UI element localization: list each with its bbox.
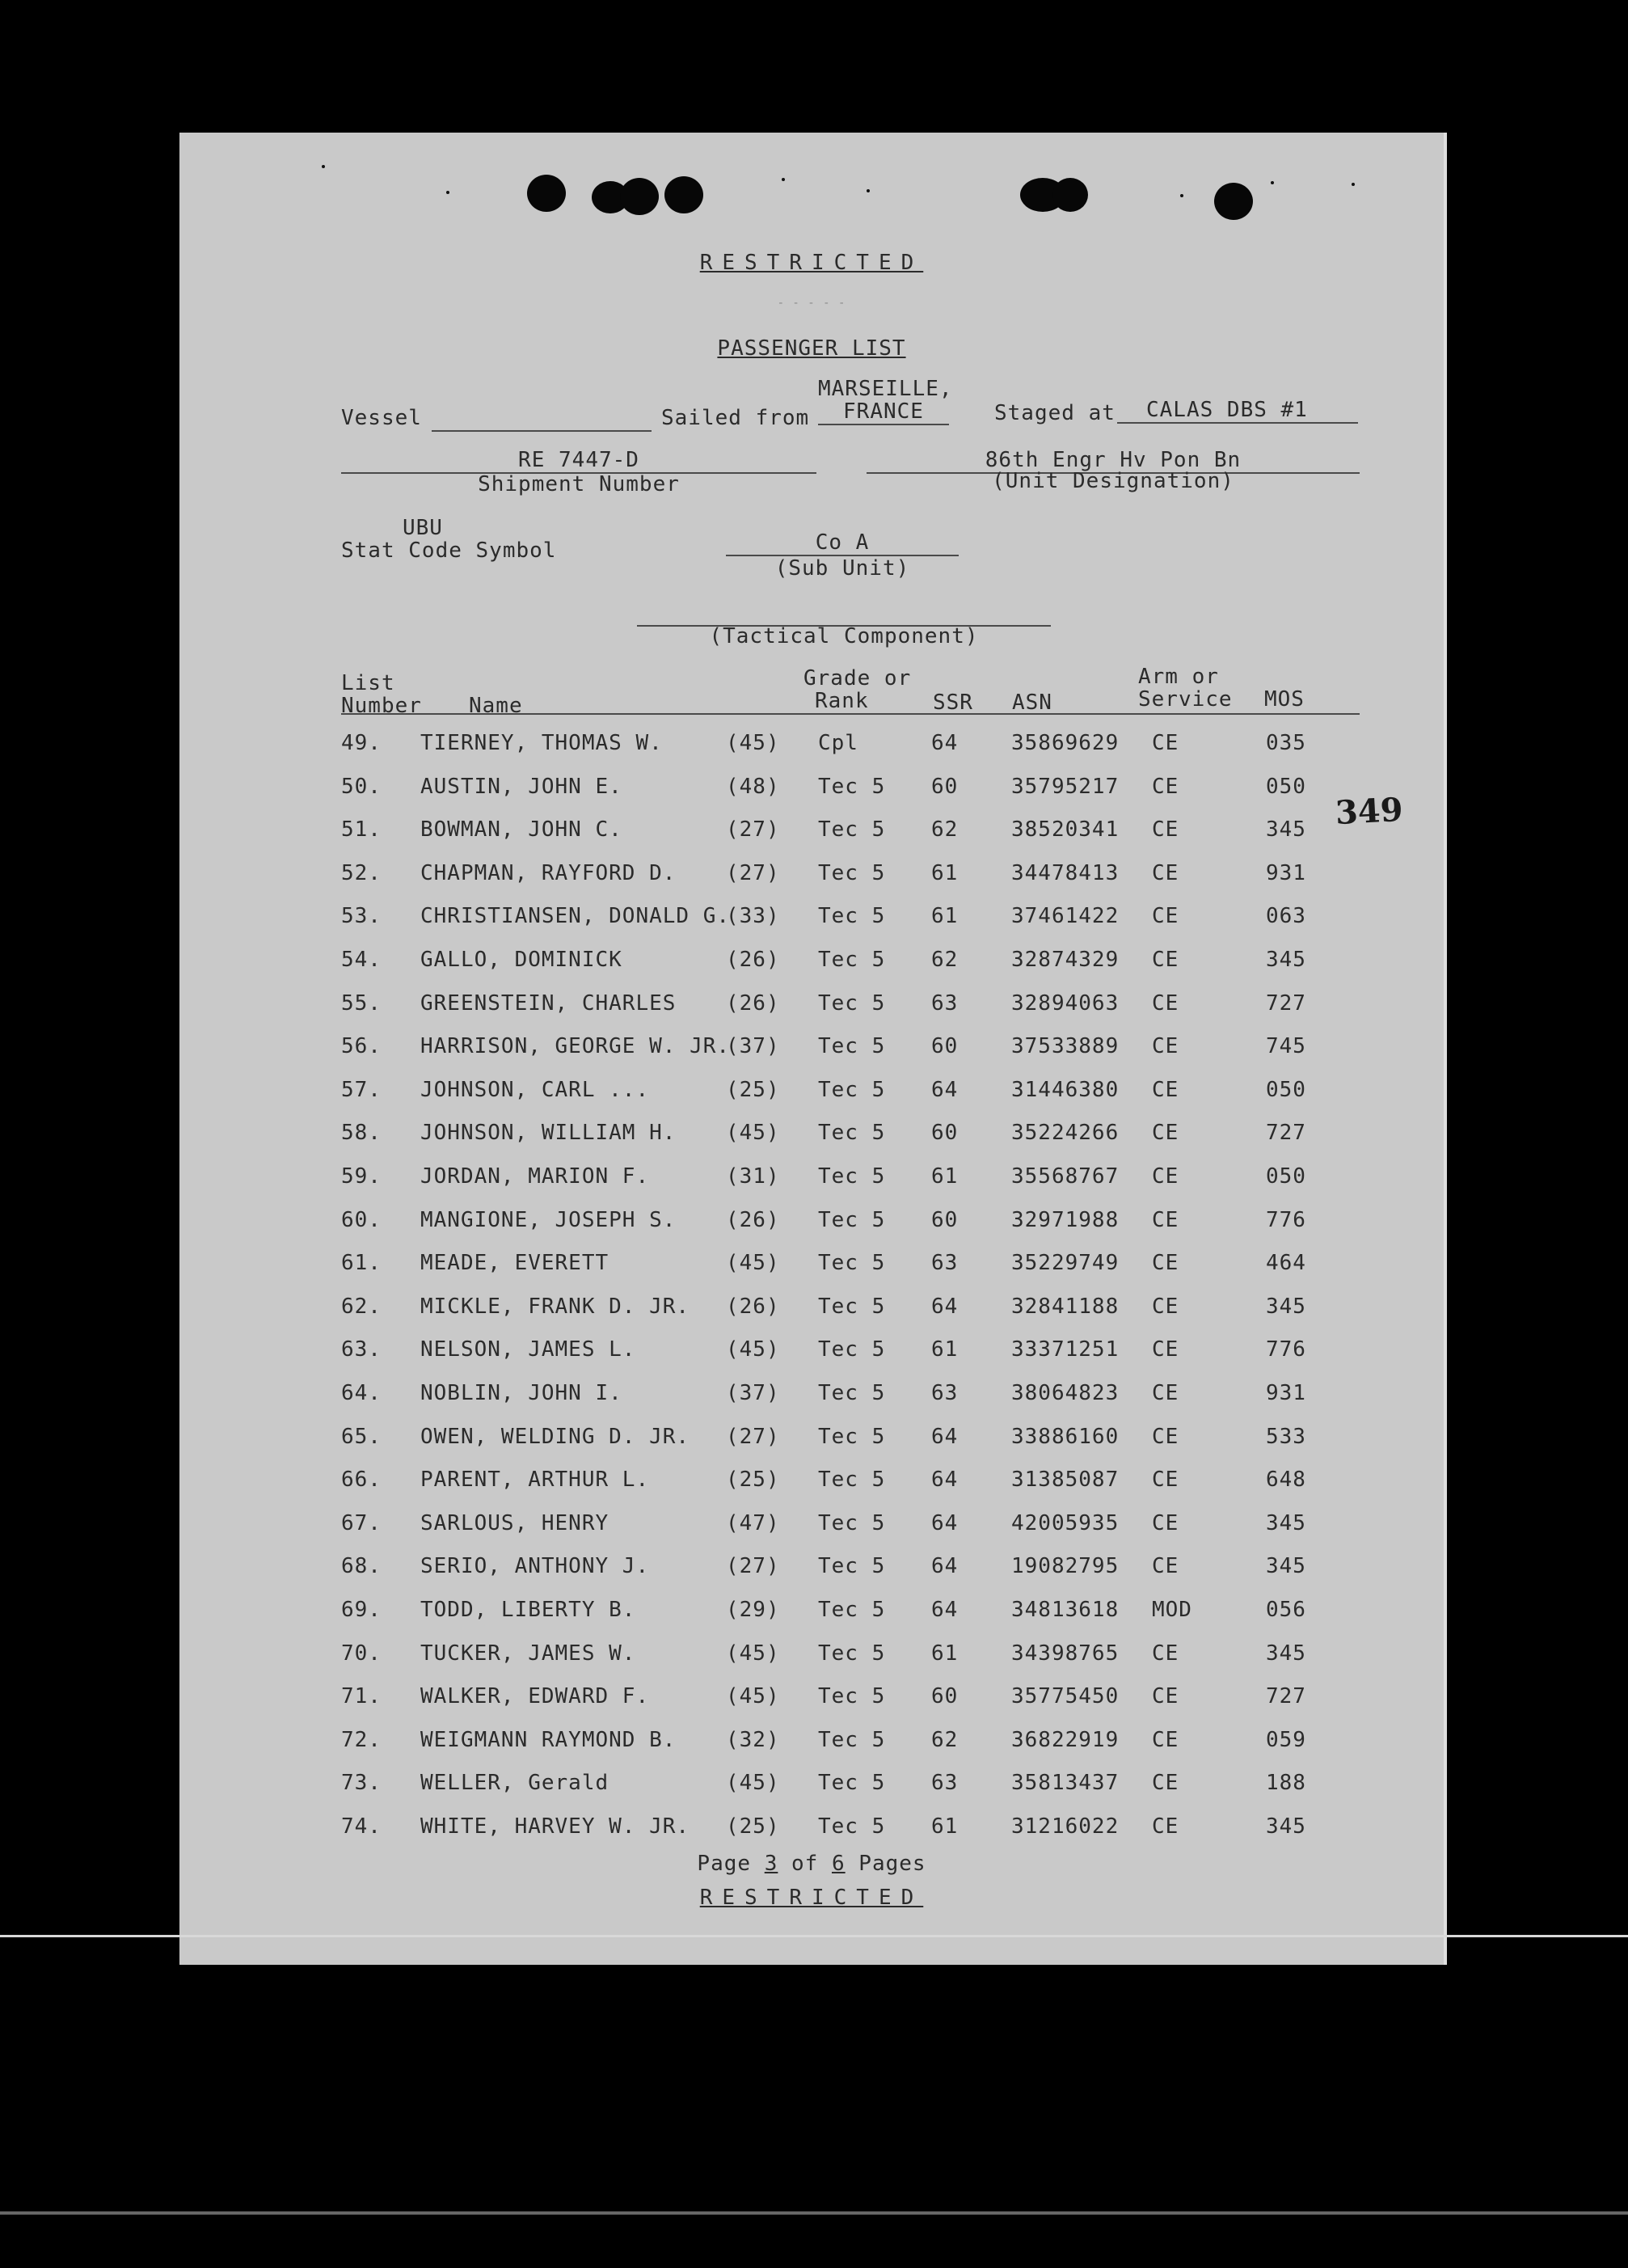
cell-arm: CE [1152, 731, 1179, 755]
cell-name: WEIGMANN RAYMOND B. [420, 1727, 677, 1752]
cell-ssr: 61 [931, 1641, 959, 1666]
cell-num: 63. [341, 1337, 382, 1362]
cell-asn: 36822919 [1011, 1727, 1120, 1752]
punch-hole [527, 175, 566, 212]
cell-mos: 464 [1266, 1251, 1306, 1276]
sub-unit: Co A [726, 530, 959, 556]
cell-mos: 345 [1266, 948, 1306, 972]
speck [1271, 181, 1274, 184]
cell-ssr: 64 [931, 731, 959, 755]
table-row [179, 775, 1444, 807]
cell-mos: 050 [1266, 1077, 1306, 1102]
cell-mos: 776 [1266, 1337, 1306, 1362]
col-grade-1: Grade or [803, 666, 912, 691]
cell-grade: Tec 5 [818, 817, 886, 843]
faint-line: - - - - - [777, 297, 846, 310]
col-grade-2: Rank [815, 689, 869, 713]
cell-mos: 345 [1266, 1294, 1306, 1319]
cell-num: 60. [341, 1207, 382, 1232]
table-row [179, 1554, 1444, 1586]
cell-arm: MOD [1152, 1598, 1192, 1622]
speck [322, 165, 325, 168]
restricted-header: RESTRICTED [699, 251, 924, 275]
cell-arm: CE [1152, 904, 1179, 929]
cell-grade: Tec 5 [818, 1121, 886, 1146]
cell-age: (25) [726, 1814, 780, 1839]
cell-mos: 776 [1266, 1207, 1306, 1232]
cell-ssr: 63 [931, 1251, 959, 1276]
cell-age: (26) [726, 948, 780, 972]
cell-arm: CE [1152, 1121, 1179, 1146]
cell-name: WHITE, HARVEY W. JR. [420, 1814, 690, 1839]
cell-arm: CE [1152, 948, 1179, 972]
table-row [179, 1598, 1444, 1630]
cell-num: 55. [341, 990, 382, 1016]
cell-mos: 727 [1266, 990, 1306, 1016]
table-row [179, 904, 1444, 936]
table-row [179, 1121, 1444, 1153]
cell-ssr: 61 [931, 860, 959, 885]
cell-asn: 32874329 [1011, 948, 1120, 972]
cell-ssr: 64 [931, 1077, 959, 1102]
stat-code-label: Stat Code Symbol [341, 538, 557, 563]
cell-age: (26) [726, 990, 780, 1016]
cell-age: (33) [726, 904, 780, 929]
cell-grade: Tec 5 [818, 1077, 886, 1102]
table-row [179, 1814, 1444, 1847]
speck [446, 191, 449, 194]
cell-num: 65. [341, 1424, 382, 1449]
staged-at-value: CALAS DBS #1 [1117, 398, 1358, 424]
cell-arm: CE [1152, 1684, 1179, 1709]
punch-hole [664, 176, 703, 213]
table-row [179, 1425, 1444, 1457]
table-row [179, 1208, 1444, 1240]
cell-age: (27) [726, 1424, 780, 1449]
cell-arm: CE [1152, 1251, 1179, 1276]
cell-ssr: 61 [931, 1164, 959, 1189]
cell-ssr: 63 [931, 1381, 959, 1405]
table-row [179, 1034, 1444, 1066]
cell-grade: Tec 5 [818, 1294, 886, 1319]
sailed-from-label: Sailed from [661, 406, 810, 430]
cell-grade: Tec 5 [818, 1684, 886, 1709]
cell-num: 69. [341, 1598, 382, 1622]
cell-grade: Tec 5 [818, 1641, 886, 1666]
shipment-number-label: Shipment Number [478, 472, 680, 496]
cell-asn: 38520341 [1011, 817, 1120, 843]
cell-num: 72. [341, 1727, 382, 1752]
cell-num: 50. [341, 774, 382, 799]
cell-grade: Tec 5 [818, 1510, 886, 1535]
cell-arm: CE [1152, 990, 1179, 1016]
table-row [179, 1728, 1444, 1760]
cell-age: (45) [726, 1337, 780, 1362]
cell-name: BOWMAN, JOHN C. [420, 817, 622, 843]
cell-age: (25) [726, 1077, 780, 1102]
scan-edge-line [0, 1935, 1628, 1937]
cell-grade: Tec 5 [818, 1598, 886, 1622]
cell-grade: Tec 5 [818, 1381, 886, 1405]
cell-grade: Tec 5 [818, 1554, 886, 1579]
cell-age: (45) [726, 1641, 780, 1666]
cell-num: 62. [341, 1294, 382, 1319]
tactical-component-label: (Tactical Component) [709, 624, 979, 648]
cell-name: SERIO, ANTHONY J. [420, 1554, 650, 1579]
staged-at-label: Staged at [994, 401, 1116, 425]
col-list-number-1: List [341, 671, 395, 695]
cell-arm: CE [1152, 1510, 1179, 1535]
page-of: of [791, 1852, 819, 1876]
cell-age: (45) [726, 1121, 780, 1146]
cell-mos: 648 [1266, 1468, 1306, 1493]
punch-hole [1214, 183, 1253, 220]
cell-ssr: 64 [931, 1294, 959, 1319]
cell-num: 52. [341, 860, 382, 885]
cell-grade: Tec 5 [818, 1424, 886, 1449]
table-row [179, 1078, 1444, 1110]
cell-asn: 34478413 [1011, 860, 1120, 885]
cell-grade: Tec 5 [818, 904, 886, 929]
sailed-from-line2: FRANCE [818, 399, 949, 425]
table-row [179, 817, 1444, 850]
cell-age: (37) [726, 1034, 780, 1059]
col-asn: ASN [1012, 691, 1052, 715]
cell-asn: 34398765 [1011, 1641, 1120, 1666]
cell-ssr: 64 [931, 1468, 959, 1493]
cell-mos: 059 [1266, 1727, 1306, 1752]
cell-name: MICKLE, FRANK D. JR. [420, 1294, 690, 1319]
col-arm-1: Arm or [1138, 665, 1219, 689]
cell-num: 53. [341, 904, 382, 929]
page-indicator [179, 1852, 1444, 1876]
speck [782, 178, 785, 181]
cell-mos: 727 [1266, 1684, 1306, 1709]
cell-arm: CE [1152, 817, 1179, 843]
cell-name: OWEN, WELDING D. JR. [420, 1424, 690, 1449]
cell-grade: Tec 5 [818, 1814, 886, 1839]
cell-num: 54. [341, 948, 382, 972]
cell-ssr: 60 [931, 774, 959, 799]
cell-name: GREENSTEIN, CHARLES [420, 990, 677, 1016]
cell-name: CHRISTIANSEN, DONALD G. [420, 904, 731, 929]
cell-arm: CE [1152, 1207, 1179, 1232]
cell-asn: 35869629 [1011, 731, 1120, 755]
cell-asn: 35229749 [1011, 1251, 1120, 1276]
page-stamp-number: 349 [1334, 790, 1404, 833]
cell-name: TIERNEY, THOMAS W. [420, 731, 663, 755]
cell-age: (32) [726, 1727, 780, 1752]
cell-num: 51. [341, 817, 382, 843]
cell-ssr: 60 [931, 1034, 959, 1059]
cell-age: (37) [726, 1381, 780, 1405]
sailed-from-line1: MARSEILLE, [818, 377, 953, 401]
cell-name: CHAPMAN, RAYFORD D. [420, 860, 677, 885]
cell-mos: 345 [1266, 817, 1306, 843]
cell-name: JORDAN, MARION F. [420, 1164, 650, 1189]
speck [1180, 194, 1183, 197]
cell-asn: 32971988 [1011, 1207, 1120, 1232]
stat-code-symbol: UBU [403, 516, 443, 540]
page-total: 6 [831, 1852, 846, 1876]
table-row [179, 1468, 1444, 1500]
cell-ssr: 62 [931, 817, 959, 843]
cell-arm: CE [1152, 1814, 1179, 1839]
cell-age: (27) [726, 817, 780, 843]
cell-num: 58. [341, 1121, 382, 1146]
cell-mos: 050 [1266, 774, 1306, 799]
cell-asn: 38064823 [1011, 1381, 1120, 1405]
cell-age: (31) [726, 1164, 780, 1189]
cell-asn: 31385087 [1011, 1468, 1120, 1493]
cell-asn: 31216022 [1011, 1814, 1120, 1839]
cell-ssr: 62 [931, 948, 959, 972]
cell-grade: Tec 5 [818, 1727, 886, 1752]
cell-arm: CE [1152, 1294, 1179, 1319]
sub-unit-label: (Sub Unit) [774, 556, 910, 581]
cell-num: 68. [341, 1554, 382, 1579]
cell-arm: CE [1152, 1381, 1179, 1405]
cell-arm: CE [1152, 774, 1179, 799]
cell-name: JOHNSON, CARL ... [420, 1077, 650, 1102]
cell-age: (29) [726, 1598, 780, 1622]
table-row [179, 1337, 1444, 1370]
cell-name: MEADE, EVERETT [420, 1251, 609, 1276]
cell-name: NELSON, JAMES L. [420, 1337, 636, 1362]
cell-name: AUSTIN, JOHN E. [420, 774, 622, 799]
cell-grade: Tec 5 [818, 948, 886, 972]
cell-name: MANGIONE, JOSEPH S. [420, 1207, 677, 1232]
cell-arm: CE [1152, 1424, 1179, 1449]
cell-name: JOHNSON, WILLIAM H. [420, 1121, 677, 1146]
restricted-footer: RESTRICTED [699, 1886, 924, 1910]
cell-mos: 050 [1266, 1164, 1306, 1189]
cell-arm: CE [1152, 1468, 1179, 1493]
cell-num: 74. [341, 1814, 382, 1839]
cell-ssr: 64 [931, 1598, 959, 1622]
scan-edge-line [0, 2211, 1628, 2215]
cell-asn: 37533889 [1011, 1034, 1120, 1059]
cell-mos: 533 [1266, 1424, 1306, 1449]
cell-age: (25) [726, 1468, 780, 1493]
cell-name: WALKER, EDWARD F. [420, 1684, 650, 1709]
cell-arm: CE [1152, 1164, 1179, 1189]
cell-asn: 31446380 [1011, 1077, 1120, 1102]
table-row [179, 1294, 1444, 1327]
unit-designation-label: (Unit Designation) [992, 469, 1234, 493]
cell-num: 56. [341, 1034, 382, 1059]
cell-grade: Tec 5 [818, 1034, 886, 1059]
table-row [179, 1684, 1444, 1717]
table-row [179, 1641, 1444, 1674]
cell-num: 67. [341, 1510, 382, 1535]
cell-mos: 931 [1266, 1381, 1306, 1405]
cell-arm: CE [1152, 860, 1179, 885]
cell-grade: Tec 5 [818, 1771, 886, 1796]
punch-hole [1052, 178, 1088, 212]
punch-hole [620, 178, 659, 215]
cell-num: 61. [341, 1251, 382, 1276]
cell-mos: 035 [1266, 731, 1306, 755]
table-row [179, 1381, 1444, 1413]
cell-ssr: 63 [931, 990, 959, 1016]
cell-age: (27) [726, 860, 780, 885]
cell-grade: Cpl [818, 731, 858, 755]
table-row [179, 731, 1444, 763]
cell-age: (26) [726, 1207, 780, 1232]
cell-mos: 056 [1266, 1598, 1306, 1622]
col-list-number-2: Number [341, 694, 422, 718]
col-ssr: SSR [933, 691, 973, 715]
vessel-value [432, 406, 652, 432]
cell-arm: CE [1152, 1771, 1179, 1796]
cell-mos: 345 [1266, 1814, 1306, 1839]
document-title: PASSENGER LIST [717, 336, 906, 361]
cell-ssr: 61 [931, 1337, 959, 1362]
table-row [179, 1771, 1444, 1803]
cell-name: TUCKER, JAMES W. [420, 1641, 636, 1666]
cell-ssr: 60 [931, 1121, 959, 1146]
cell-grade: Tec 5 [818, 990, 886, 1016]
cell-asn: 37461422 [1011, 904, 1120, 929]
cell-name: GALLO, DOMINICK [420, 948, 622, 972]
cell-num: 66. [341, 1468, 382, 1493]
cell-ssr: 63 [931, 1771, 959, 1796]
cell-num: 49. [341, 731, 382, 755]
cell-mos: 727 [1266, 1121, 1306, 1146]
cell-grade: Tec 5 [818, 1164, 886, 1189]
col-name: Name [469, 694, 523, 718]
cell-grade: Tec 5 [818, 1468, 886, 1493]
cell-asn: 34813618 [1011, 1598, 1120, 1622]
cell-mos: 931 [1266, 860, 1306, 885]
page-prefix: Page [697, 1852, 752, 1876]
cell-num: 73. [341, 1771, 382, 1796]
table-row [179, 991, 1444, 1024]
cell-age: (45) [726, 1771, 780, 1796]
unit-designation: 86th Engr Hv Pon Bn [867, 448, 1360, 474]
cell-age: (47) [726, 1510, 780, 1535]
cell-asn: 33886160 [1011, 1424, 1120, 1449]
cell-asn: 19082795 [1011, 1554, 1120, 1579]
page-current: 3 [764, 1852, 778, 1876]
document-sheet [179, 133, 1447, 1965]
table-row [179, 1511, 1444, 1544]
cell-num: 70. [341, 1641, 382, 1666]
cell-ssr: 64 [931, 1554, 959, 1579]
speck [867, 189, 870, 192]
cell-mos: 745 [1266, 1034, 1306, 1059]
cell-mos: 345 [1266, 1641, 1306, 1666]
cell-arm: CE [1152, 1034, 1179, 1059]
speck [1352, 183, 1355, 186]
cell-name: PARENT, ARTHUR L. [420, 1468, 650, 1493]
cell-asn: 32841188 [1011, 1294, 1120, 1319]
cell-asn: 35813437 [1011, 1771, 1120, 1796]
cell-grade: Tec 5 [818, 1251, 886, 1276]
cell-mos: 345 [1266, 1510, 1306, 1535]
cell-asn: 35224266 [1011, 1121, 1120, 1146]
cell-age: (45) [726, 1251, 780, 1276]
cell-arm: CE [1152, 1554, 1179, 1579]
cell-arm: CE [1152, 1337, 1179, 1362]
cell-ssr: 64 [931, 1424, 959, 1449]
cell-name: WELLER, Gerald [420, 1771, 609, 1796]
col-mos: MOS [1264, 687, 1305, 712]
cell-grade: Tec 5 [818, 1337, 886, 1362]
cell-num: 64. [341, 1381, 382, 1405]
cell-asn: 35775450 [1011, 1684, 1120, 1709]
cell-ssr: 60 [931, 1684, 959, 1709]
cell-name: TODD, LIBERTY B. [420, 1598, 636, 1622]
cell-num: 57. [341, 1077, 382, 1102]
cell-age: (27) [726, 1554, 780, 1579]
cell-asn: 35795217 [1011, 774, 1120, 799]
cell-name: NOBLIN, JOHN I. [420, 1381, 622, 1405]
cell-num: 59. [341, 1164, 382, 1189]
cell-ssr: 64 [931, 1510, 959, 1535]
cell-age: (26) [726, 1294, 780, 1319]
cell-asn: 42005935 [1011, 1510, 1120, 1535]
cell-asn: 32894063 [1011, 990, 1120, 1016]
cell-ssr: 61 [931, 1814, 959, 1839]
cell-age: (45) [726, 1684, 780, 1709]
col-arm-2: Service [1138, 687, 1233, 712]
table-row [179, 861, 1444, 893]
cell-ssr: 62 [931, 1727, 959, 1752]
cell-mos: 188 [1266, 1771, 1306, 1796]
cell-arm: CE [1152, 1641, 1179, 1666]
page-suffix: Pages [858, 1852, 926, 1876]
cell-name: SARLOUS, HENRY [420, 1510, 609, 1535]
cell-ssr: 61 [931, 904, 959, 929]
table-row [179, 1251, 1444, 1283]
table-row [179, 1164, 1444, 1197]
cell-grade: Tec 5 [818, 774, 886, 799]
cell-asn: 35568767 [1011, 1164, 1120, 1189]
cell-ssr: 60 [931, 1207, 959, 1232]
cell-name: HARRISON, GEORGE W. JR. [420, 1034, 731, 1059]
header-rule [341, 713, 1360, 715]
cell-age: (45) [726, 731, 780, 755]
cell-asn: 33371251 [1011, 1337, 1120, 1362]
shipment-number: RE 7447-D [341, 448, 816, 474]
table-row [179, 948, 1444, 980]
cell-arm: CE [1152, 1077, 1179, 1102]
cell-mos: 063 [1266, 904, 1306, 929]
cell-mos: 345 [1266, 1554, 1306, 1579]
cell-age: (48) [726, 774, 780, 799]
cell-grade: Tec 5 [818, 1207, 886, 1232]
vessel-label: Vessel [341, 406, 422, 430]
cell-num: 71. [341, 1684, 382, 1709]
cell-arm: CE [1152, 1727, 1179, 1752]
cell-grade: Tec 5 [818, 860, 886, 885]
